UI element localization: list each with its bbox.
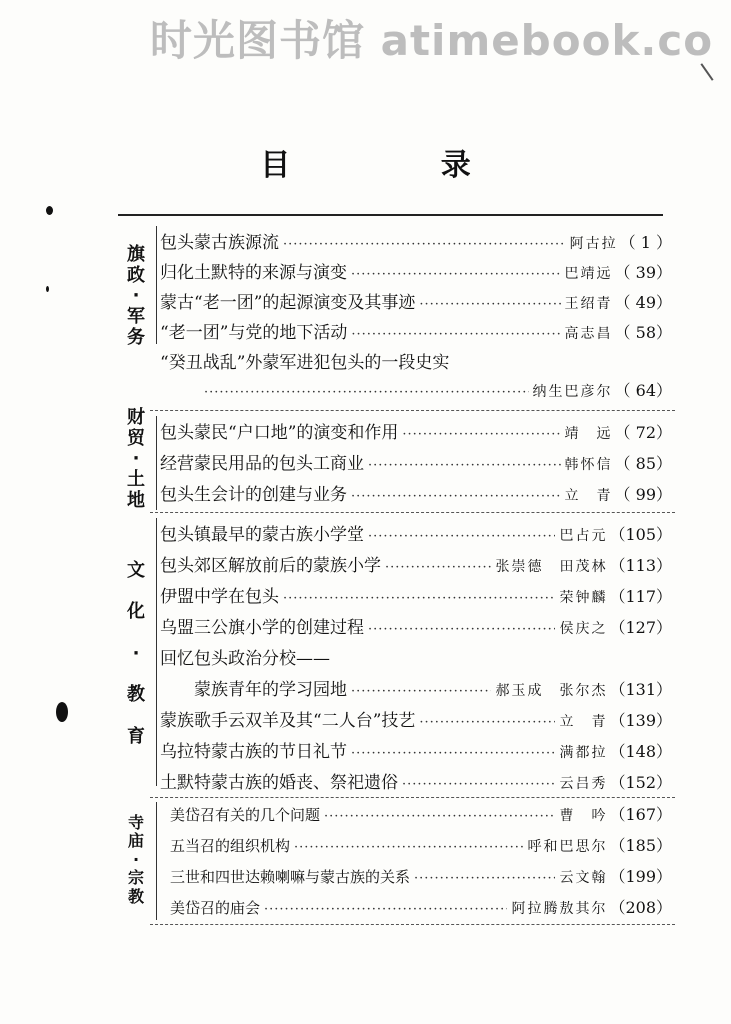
toc-entry[interactable]: 经营蒙民用品的包头工商业 ····· 韩怀信 （ 85） <box>160 449 672 474</box>
toc-entry[interactable]: 蒙族歌手云双羊及其“二人台”技艺 ····· 立 青 （139） <box>160 706 672 731</box>
toc-entry[interactable]: 土默特蒙古族的婚丧、祭祀遗俗 ····· 云吕秀 （152） <box>160 768 672 793</box>
toc-entry[interactable]: 包头蒙民“户口地”的演变和作用 ····· 靖 远 （ 72） <box>160 418 672 443</box>
toc-entry[interactable]: 包头生会计的创建与业务 ····· 立 青 （ 99） <box>160 480 672 505</box>
section-divider <box>150 512 675 513</box>
toc-entry[interactable]: 包头郊区解放前后的蒙族小学 ····· 张崇德 田茂林 （113） <box>160 551 672 576</box>
section-divider <box>150 797 675 798</box>
toc-entry[interactable]: 蒙古“老一团”的起源演变及其事迹 ····· 王绍青 （ 49） <box>160 288 672 313</box>
toc-entry[interactable]: 包头镇最早的蒙古族小学堂 ····· 巴占元 （105） <box>160 520 672 545</box>
toc-entry[interactable]: 美岱召的庙会 ····· 阿拉腾敖其尔 （208） <box>170 895 672 918</box>
scan-mark-dot <box>56 702 68 722</box>
watermark: 时光图书馆 atimebook.co <box>150 16 714 65</box>
page-title: 目 录 <box>260 148 541 183</box>
section-label-finance-land: 财 贸 · 土 地 <box>127 407 145 511</box>
section-label-culture-education: 文 化 · 教 育 <box>127 560 145 747</box>
toc-entry[interactable]: 包头蒙古族源流 ····· 阿古拉 （ 1 ） <box>160 228 672 253</box>
section-label-temples-religion: 寺 庙 · 宗 教 <box>127 813 144 906</box>
toc-entry[interactable]: 三世和四世达赖喇嘛与蒙古族的关系 ····· 云文翰 （199） <box>170 864 672 887</box>
toc-entry[interactable]: 乌拉特蒙古族的节日礼节 ····· 满都拉 （148） <box>160 737 672 762</box>
toc-entry-continuation[interactable]: ····· 纳生巴彦尔 （ 64） <box>200 378 672 401</box>
section-label-politics-military: 旗 政 · 军 务 <box>127 244 145 348</box>
section-bar <box>156 416 157 510</box>
toc-entry[interactable]: 伊盟中学在包头 ····· 荣钟麟 （117） <box>160 582 672 607</box>
toc-entry[interactable]: 归化土默特的来源与演变 ····· 巴靖远 （ 39） <box>160 258 672 283</box>
toc-entry[interactable]: “癸丑战乱”外蒙军进犯包头的一段史实 <box>160 353 450 373</box>
scan-mark-dot <box>46 206 53 215</box>
section-bar <box>156 226 157 344</box>
section-divider <box>150 410 675 411</box>
toc-entry[interactable]: 美岱召有关的几个问题 ····· 曹 吟 （167） <box>170 802 672 825</box>
top-rule <box>118 214 663 216</box>
toc-entry[interactable]: 回忆包头政治分校—— <box>160 649 330 669</box>
scan-mark-dot <box>46 286 49 292</box>
toc-entry[interactable]: 五当召的组织机构 ····· 呼和巴思尔 （185） <box>170 833 672 856</box>
section-bar <box>156 518 157 786</box>
toc-entry[interactable]: “老一团”与党的地下活动 ····· 高志昌 （ 58） <box>160 318 672 343</box>
toc-entry[interactable]: 乌盟三公旗小学的创建过程 ····· 侯庆之 （127） <box>160 613 672 638</box>
toc-entry-continuation[interactable]: 蒙族青年的学习园地 ····· 郝玉成 张尔杰 （131） <box>160 675 672 700</box>
section-divider <box>150 924 675 925</box>
section-bar <box>156 802 157 920</box>
